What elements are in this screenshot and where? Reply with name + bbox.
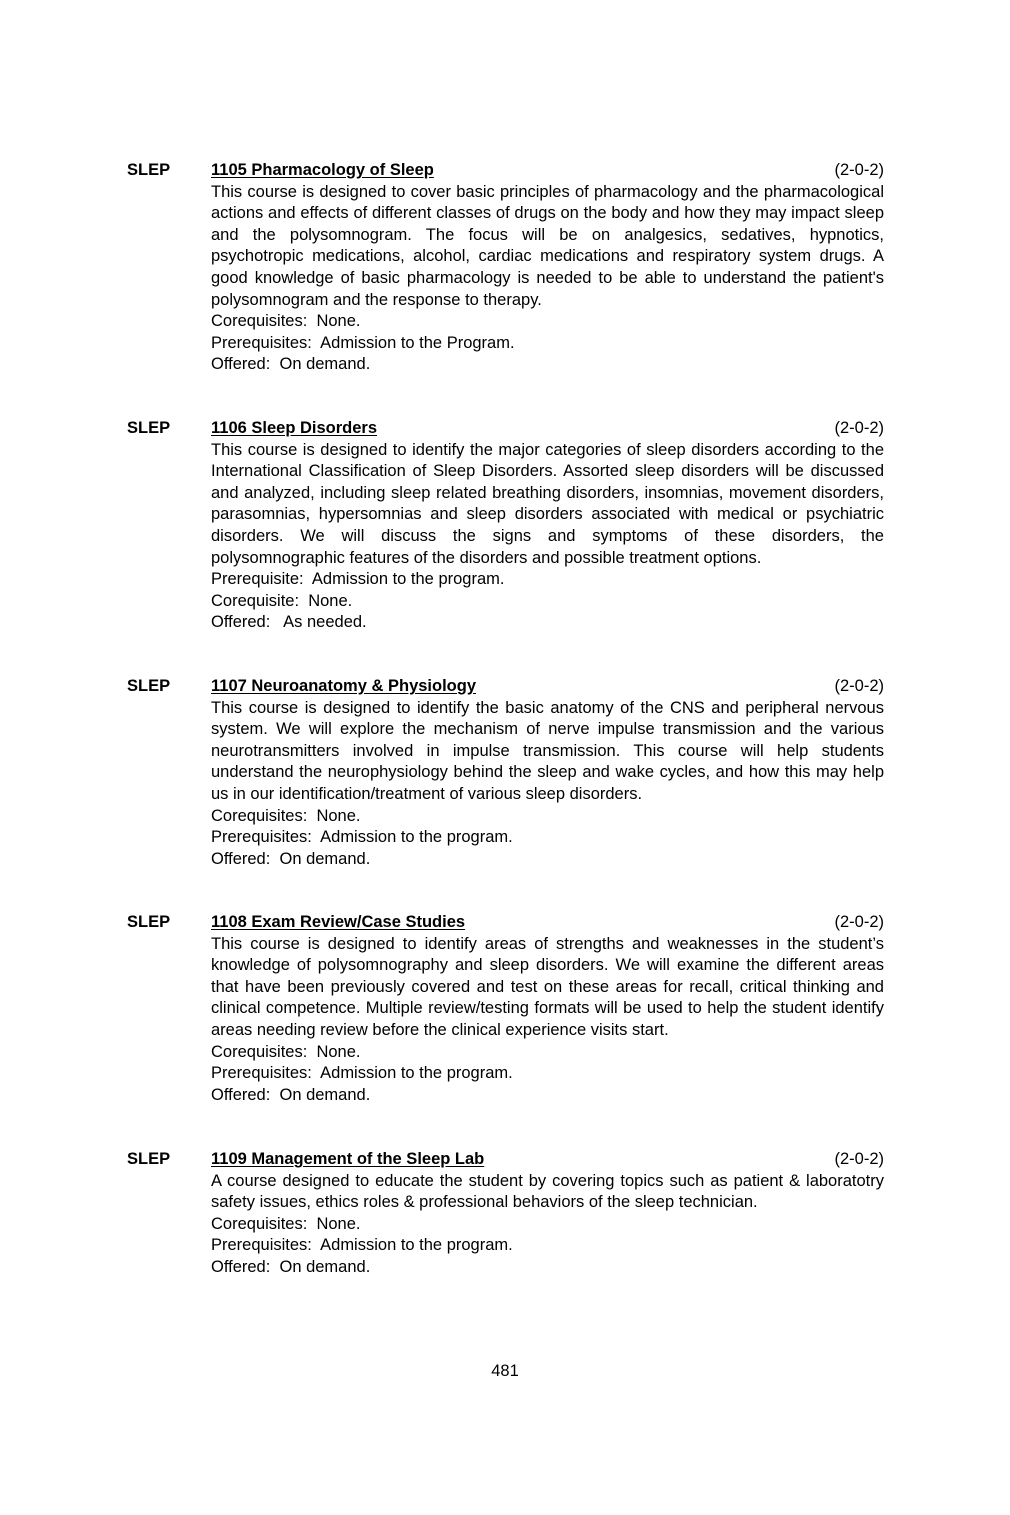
course-offered: Offered: On demand. bbox=[211, 849, 371, 868]
course-description: This course is designed to identify areas of strengths and weaknesses in the student’s knowledge of polysomnography and sleep disorders. We will examine the different areas that have been previously covered and test on these areas for recall, critical thinking and clinical competence. Multiple review/testing formats will be used to help the student identify areas needing review before the clinical experience visits start. bbox=[211, 934, 884, 1039]
course-corequisites: Corequisites: None. bbox=[211, 312, 361, 331]
course-department: SLEP bbox=[127, 913, 171, 931]
course-title: 1107 Neuroanatomy & Physiology bbox=[211, 677, 477, 695]
page-number: 481 bbox=[491, 1362, 519, 1380]
course-credits: (2-0-2) bbox=[834, 419, 884, 437]
course-entry-1108 bbox=[127, 912, 884, 1106]
course-prerequisites: Prerequisites: Admission to the Program. bbox=[211, 333, 515, 352]
course-description: This course is designed to identify the major categories of sleep disorders according to the International Classification of Sleep Disorders. Assorted sleep disorders will be discussed and analyzed, including sleep related breathing disorders, insomnias, movement disorders, parasomnias, hypersomnias and sleep disorders associated with medical or psychiatric disorders. We will discuss the signs and symptoms of these disorders, the polysomnographic features of the disorders and possible treatment options. bbox=[211, 440, 884, 567]
course-credits: (2-0-2) bbox=[834, 913, 884, 931]
course-corequisites: Corequisites: None. bbox=[211, 1042, 361, 1061]
course-credits: (2-0-2) bbox=[834, 161, 884, 179]
course-body bbox=[211, 1171, 884, 1279]
course-corequisites: Corequisites: None. bbox=[211, 806, 361, 825]
course-entry-1109 bbox=[127, 1149, 884, 1279]
course-credits: (2-0-2) bbox=[834, 677, 884, 695]
course-corequisites: Corequisites: None. bbox=[211, 1214, 361, 1233]
course-prerequisites: Prerequisites: Admission to the program. bbox=[211, 1064, 513, 1083]
course-title: 1106 Sleep Disorders bbox=[211, 419, 378, 437]
course-department: SLEP bbox=[127, 677, 171, 695]
course-credits: (2-0-2) bbox=[834, 1150, 884, 1168]
course-entry-1106 bbox=[127, 418, 884, 634]
course-body bbox=[211, 698, 884, 871]
course-description: This course is designed to identify the basic anatomy of the CNS and peripheral nervous system. We will explore the mechanism of nerve impulse transmission and the various neurotransmitters involved in impulse transmission. This course will help students understand the neurophysiology behind the sleep and wake cycles, and how this may help us in our identification/treatment of various sleep disorders. bbox=[211, 698, 884, 803]
course-entry-1107 bbox=[127, 676, 884, 870]
course-header bbox=[127, 1149, 884, 1171]
course-department: SLEP bbox=[127, 419, 171, 437]
course-corequisites: Corequisite: None. bbox=[211, 591, 353, 610]
course-body bbox=[211, 934, 884, 1107]
course-body bbox=[211, 182, 884, 376]
course-prerequisites: Prerequisites: Admission to the program. bbox=[211, 828, 513, 847]
course-entry-1105 bbox=[127, 160, 884, 376]
course-offered: Offered: On demand. bbox=[211, 1257, 371, 1276]
course-offered: Offered: As needed. bbox=[211, 613, 367, 632]
course-description: This course is designed to cover basic principles of pharmacology and the pharmacological actions and effects of different classes of drugs on the body and how they may impact sleep and the polysomnogram. The focus will be on analgesics, sedatives, hypnotics, psychotropic medications, alcohol, cardiac medications and respiratory system drugs. A good knowledge of basic pharmacology is needed to be able to understand the patient's polysomnogram and the response to therapy. bbox=[211, 182, 884, 309]
course-prerequisites: Prerequisite: Admission to the program. bbox=[211, 570, 505, 589]
course-offered: Offered: On demand. bbox=[211, 1085, 371, 1104]
course-title: 1105 Pharmacology of Sleep bbox=[211, 161, 434, 179]
course-header bbox=[127, 912, 884, 934]
course-offered: Offered: On demand. bbox=[211, 355, 371, 374]
course-department: SLEP bbox=[127, 161, 171, 179]
course-header bbox=[127, 418, 884, 440]
course-header bbox=[127, 160, 884, 182]
course-header bbox=[127, 676, 884, 698]
course-title: 1109 Management of the Sleep Lab bbox=[211, 1150, 485, 1168]
course-department: SLEP bbox=[127, 1150, 171, 1168]
course-title: 1108 Exam Review/Case Studies bbox=[211, 913, 466, 931]
course-body bbox=[211, 440, 884, 634]
course-prerequisites: Prerequisites: Admission to the program. bbox=[211, 1236, 513, 1255]
course-description: A course designed to educate the student by covering topics such as patient & laboratotry safety issues, ethics roles & professional behaviors of the sleep technician. bbox=[211, 1171, 884, 1212]
